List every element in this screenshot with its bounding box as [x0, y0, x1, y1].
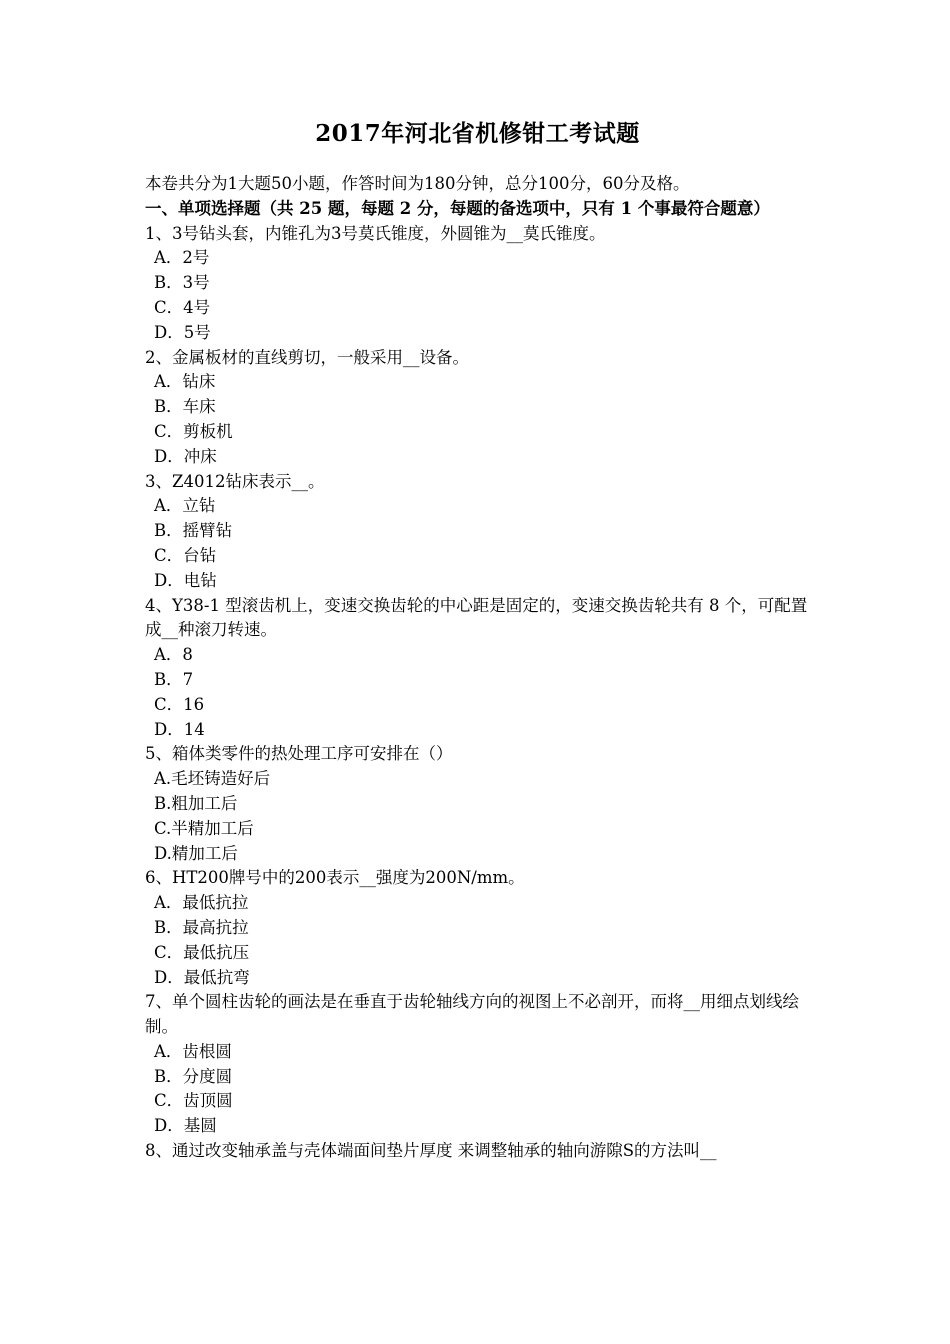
question-item [145, 346, 810, 470]
answer-option: C．4号 [154, 297, 211, 317]
question-item [145, 742, 810, 866]
question-stem: 8、通过改变轴承盖与壳体端面间垫片厚度 来调整轴承的轴向游隙S的方法叫__ [145, 1141, 717, 1161]
document-title: 2017年河北省机修钳工考试题 [315, 120, 640, 147]
question-stem: 2、金属板材的直线剪切，一般采用__设备。 [145, 347, 469, 367]
answer-option: D．冲床 [154, 446, 217, 466]
answer-option: C．剪板机 [154, 421, 233, 441]
answer-option: C．16 [154, 694, 205, 714]
question-stem: 7、单个圆柱齿轮的画法是在垂直于齿轮轴线方向的视图上不必剖开，而将__用细点划线绘制。 [145, 992, 799, 1037]
question-item [145, 1139, 810, 1164]
answer-option: A．齿根圆 [154, 1041, 232, 1061]
answer-option: C．最低抗压 [154, 942, 250, 962]
question-item [145, 222, 810, 346]
answer-option: C.半精加工后 [154, 818, 254, 838]
question-item [145, 990, 810, 1139]
answer-option: A．8 [154, 645, 193, 665]
answer-option: B．车床 [154, 397, 216, 417]
question-stem: 3、Z4012钻床表示__。 [145, 471, 325, 491]
answer-option: A．钻床 [154, 372, 216, 392]
question-item [145, 866, 810, 990]
answer-option: A．2号 [154, 248, 210, 268]
question-stem: 4、Y38-1 型滚齿机上，变速交换齿轮的中心距是固定的，变速交换齿轮共有 8 个，可配置成__种滚刀转速。 [145, 595, 808, 640]
answer-option: D．14 [154, 719, 205, 739]
answer-option: D．5号 [154, 322, 211, 342]
answer-option: B.粗加工后 [154, 793, 238, 813]
exam-intro: 本卷共分为1大题50小题，作答时间为180分钟，总分100分，60分及格。 [145, 174, 690, 193]
question-list [145, 222, 810, 1164]
answer-option: D．基圆 [154, 1116, 217, 1136]
answer-option: A.毛坯铸造好后 [154, 769, 271, 789]
answer-option: C．台钻 [154, 545, 217, 565]
answer-option: C．齿顶圆 [154, 1091, 233, 1111]
question-item [145, 470, 810, 594]
answer-option: D.精加工后 [154, 843, 238, 863]
question-stem: 5、箱体类零件的热处理工序可安排在（） [145, 744, 453, 764]
answer-option: D．最低抗弯 [154, 967, 250, 987]
answer-option: A．最低抗拉 [154, 893, 249, 913]
question-stem: 1、3号钻头套，内锥孔为3号莫氏锥度，外圆锥为__莫氏锥度。 [145, 223, 606, 243]
answer-option: B．摇臂钻 [154, 521, 233, 541]
question-item [145, 594, 810, 743]
answer-option: B．最高抗拉 [154, 917, 249, 937]
answer-option: D．电钻 [154, 570, 217, 590]
section-heading: 一、单项选择题（共 25 题，每题 2 分，每题的备选项中，只有 1 个事最符合题意） [145, 198, 770, 218]
question-stem: 6、HT200牌号中的200表示__强度为200N/mm。 [145, 868, 525, 888]
answer-option: B．3号 [154, 273, 210, 293]
answer-option: B．7 [154, 669, 194, 689]
answer-option: A．立钻 [154, 496, 216, 516]
document-page [145, 118, 810, 1164]
answer-option: B．分度圆 [154, 1066, 233, 1086]
